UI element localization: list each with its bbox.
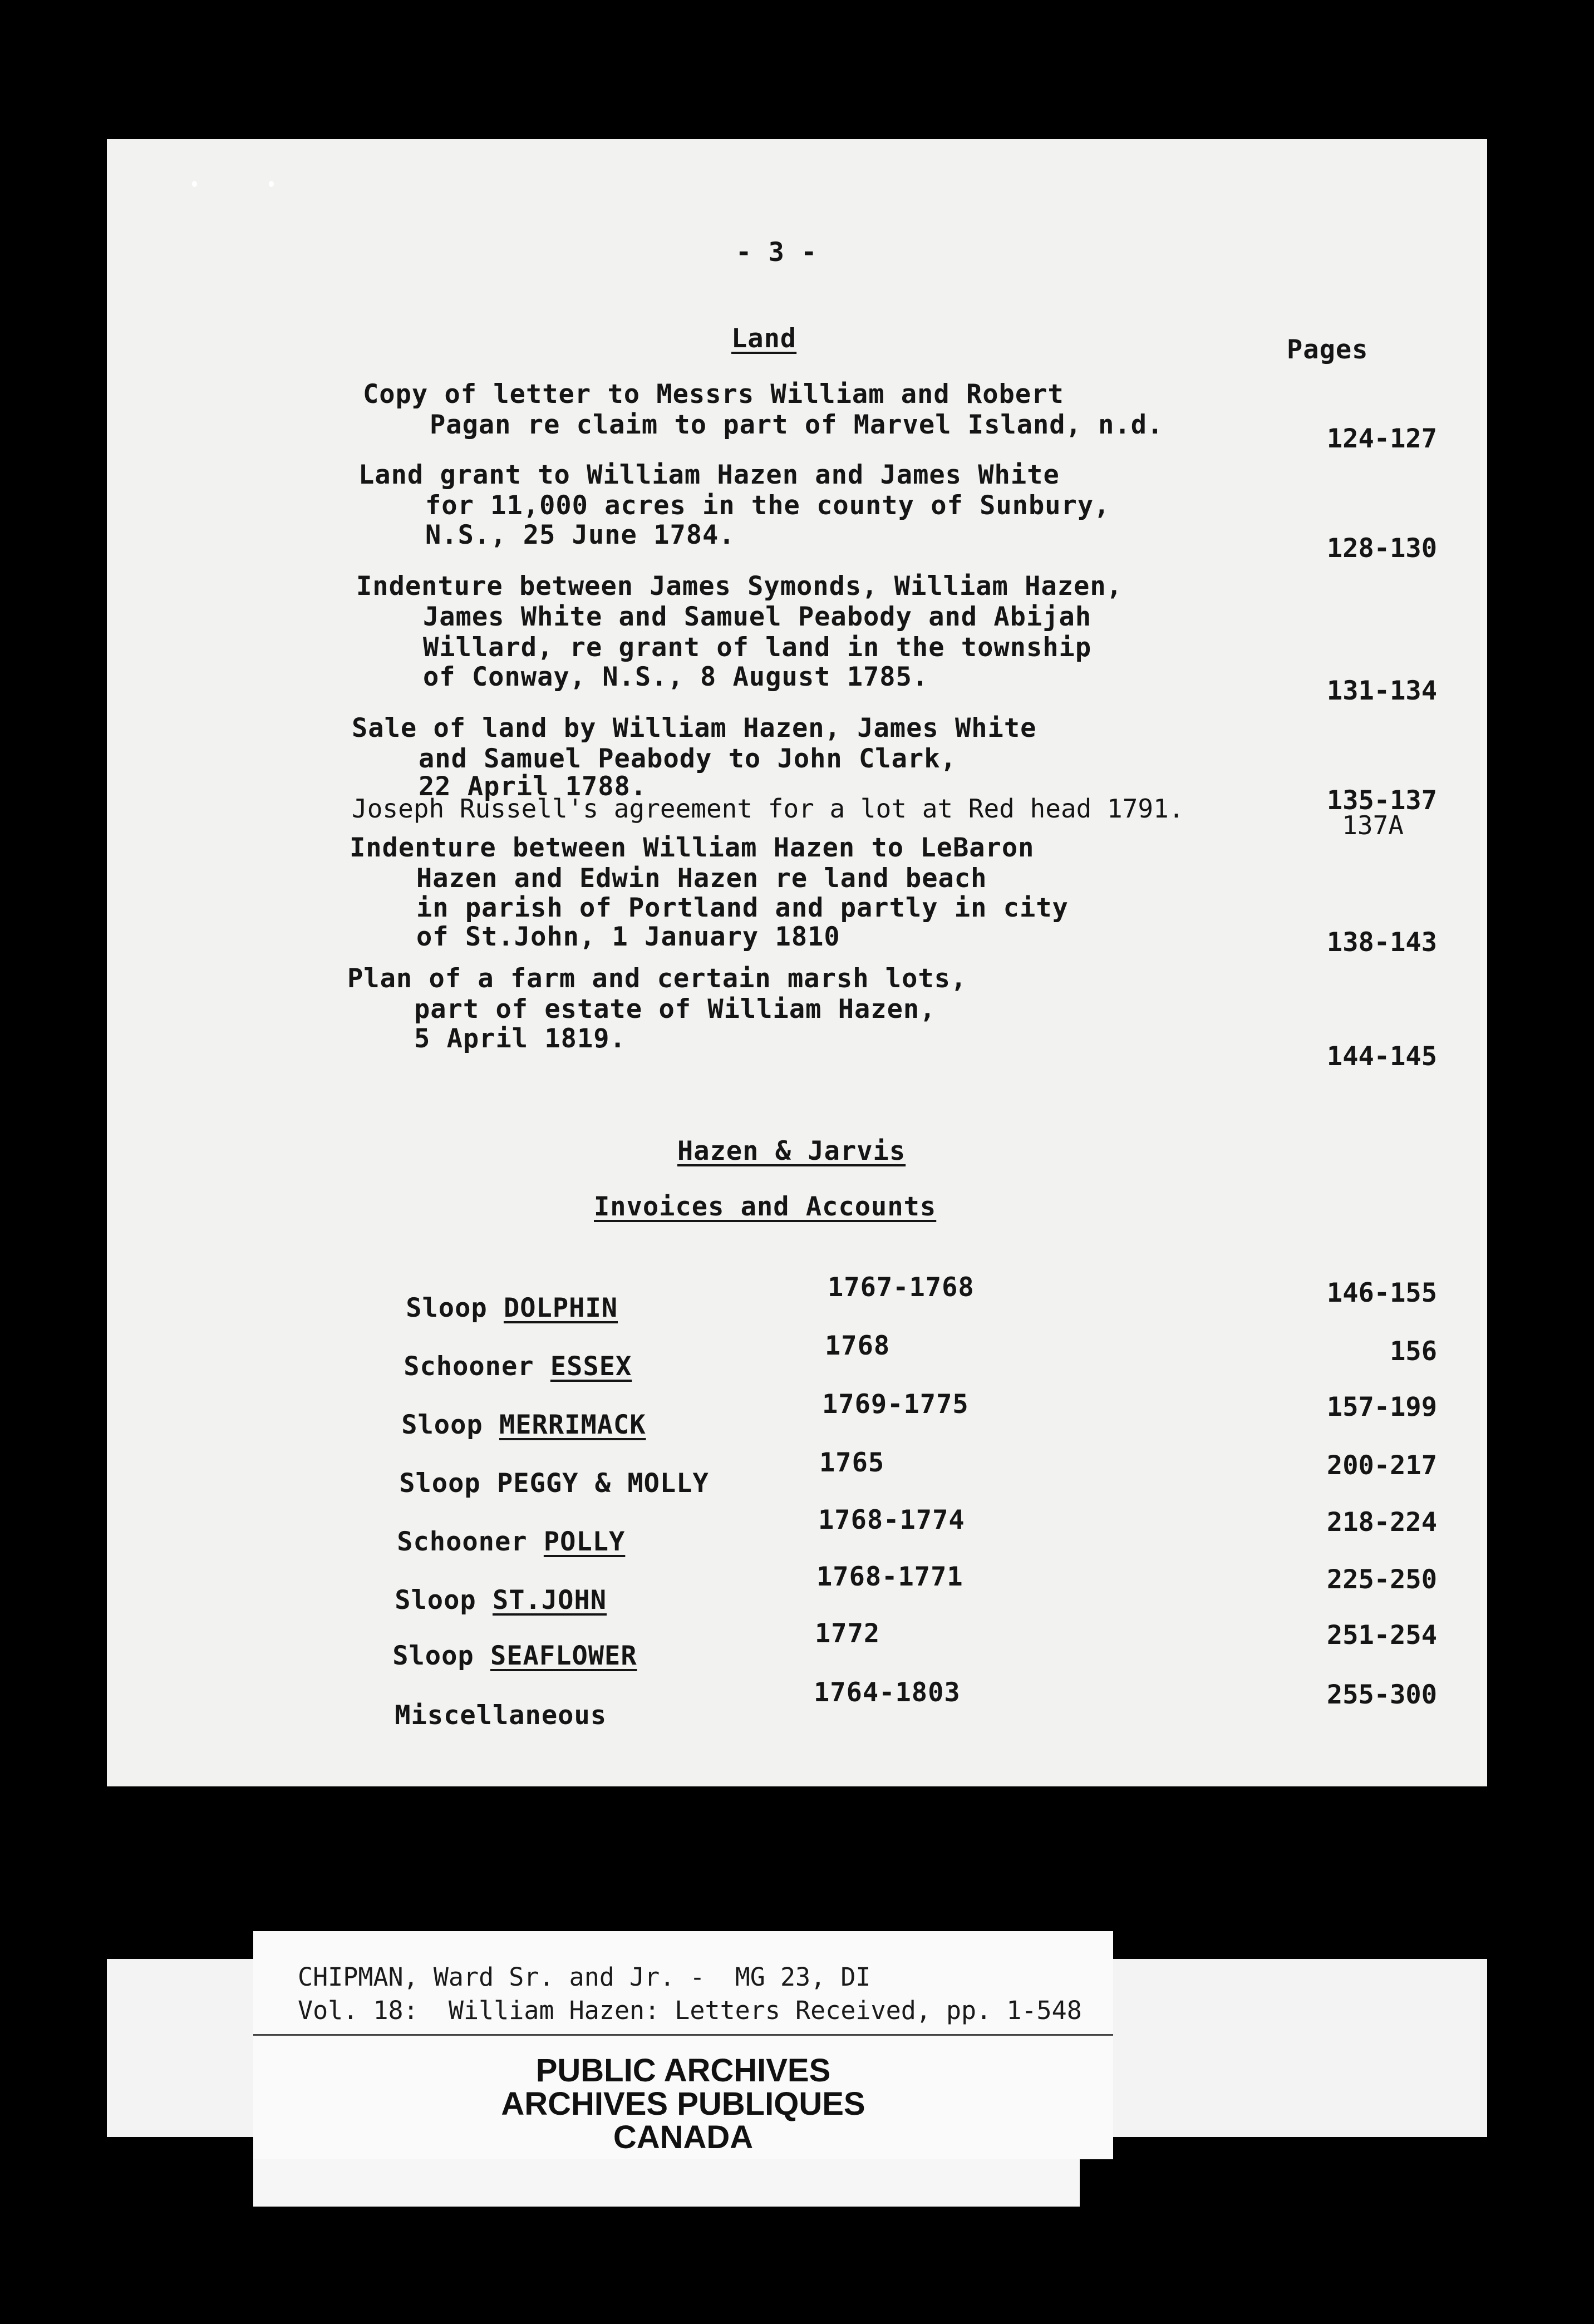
vessel-type: Sloop	[392, 1641, 474, 1671]
vessel-type: Sloop	[395, 1585, 476, 1616]
vessel-name: MERRIMACK	[499, 1410, 646, 1440]
archive-label	[253, 1931, 1113, 2159]
vessel-type: Schooner	[397, 1527, 528, 1557]
land-entry-line: Pagan re claim to part of Marvel Island, n.d.	[430, 410, 1164, 440]
vessel-pages: 157-199	[1326, 1392, 1437, 1422]
land-entry-pages: 144-145	[1326, 1041, 1437, 1072]
vessel-name: SEAFLOWER	[490, 1641, 637, 1671]
document-page	[107, 139, 1487, 1786]
vessel-years: 1768	[825, 1331, 891, 1361]
label-collection-line: CHIPMAN, Ward Sr. and Jr. - MG 23, DI	[298, 1962, 871, 1992]
land-entry-pages: 131-134	[1326, 676, 1437, 706]
vessel-type: Sloop	[401, 1410, 483, 1440]
land-entry-pages: 135-137	[1326, 785, 1437, 816]
land-entry-line: Land grant to William Hazen and James White	[358, 460, 1060, 490]
vessel-name: ST.JOHN	[492, 1585, 607, 1616]
vessel-type: Sloop	[406, 1293, 488, 1323]
vessel-pages: 255-300	[1326, 1680, 1437, 1710]
land-entry-line: Willard, re grant of land in the township	[423, 632, 1092, 663]
land-entry-pages: 124-127	[1326, 424, 1437, 454]
land-entry-line: Indenture between James Symonds, William Hazen,	[356, 571, 1123, 602]
land-entry-pages: 137A	[1342, 810, 1404, 840]
land-entry-line: N.S., 25 June 1784.	[425, 520, 735, 550]
invoices-accounts-heading: Invoices and Accounts	[594, 1191, 937, 1222]
vessel-years: 1769-1775	[822, 1389, 969, 1420]
land-entry-pages: 138-143	[1326, 927, 1437, 958]
vessel-pages: 200-217	[1326, 1450, 1437, 1481]
land-heading: Land	[731, 323, 797, 354]
land-entry-line: Hazen and Edwin Hazen re land beach	[416, 863, 987, 894]
vessel-name: Miscellaneous	[395, 1700, 607, 1731]
stamp-line-1: PUBLIC ARCHIVES	[535, 2052, 831, 2089]
vessel-name: POLLY	[543, 1527, 626, 1557]
vessel-pages: 146-155	[1326, 1278, 1437, 1308]
vessel-years: 1768-1771	[816, 1562, 963, 1592]
vessel-type: Sloop	[399, 1468, 481, 1499]
land-entry-line: Joseph Russell's agreement for a lot at Red head 1791.	[352, 794, 1184, 824]
pages-column-header: Pages	[1287, 334, 1369, 365]
film-speck	[269, 181, 274, 187]
land-entry-line: and Samuel Peabody to John Clark,	[419, 744, 957, 774]
stamp-line-3: CANADA	[613, 2119, 754, 2155]
land-entry-line: part of estate of William Hazen,	[414, 994, 936, 1025]
land-entry-line: for 11,000 acres in the county of Sunbury,	[425, 490, 1110, 521]
land-entry-line: of St.John, 1 January 1810	[416, 922, 840, 952]
vessel-pages: 225-250	[1326, 1564, 1437, 1595]
land-entry-line: 22 April 1788.	[419, 771, 647, 802]
page-number: - 3 -	[736, 237, 818, 268]
vessel-row	[329, 1676, 607, 1755]
land-entry-line: in parish of Portland and partly in city	[416, 893, 1069, 923]
vessel-pages: 156	[1390, 1336, 1437, 1367]
vessel-years: 1767-1768	[828, 1272, 975, 1303]
vessel-pages: 218-224	[1326, 1507, 1437, 1538]
label-divider	[253, 2034, 1113, 2036]
land-entry-pages: 128-130	[1326, 533, 1437, 564]
land-entry-line: Plan of a farm and certain marsh lots,	[347, 963, 967, 994]
land-entry-line: James White and Samuel Peabody and Abijah	[423, 602, 1092, 632]
land-entry-line: Indenture between William Hazen to LeBaron	[350, 833, 1035, 863]
vessel-years: 1764-1803	[814, 1677, 961, 1708]
stamp-line-2: ARCHIVES PUBLIQUES	[501, 2086, 865, 2122]
hazen-jarvis-heading: Hazen & Jarvis	[677, 1136, 906, 1166]
vessel-years: 1765	[819, 1447, 885, 1478]
film-speck	[192, 181, 197, 187]
vessel-name: DOLPHIN	[503, 1293, 618, 1323]
vessel-type: Schooner	[404, 1351, 534, 1382]
label-volume-line: Vol. 18: William Hazen: Letters Received, pp. 1-548	[298, 1996, 1082, 2025]
vessel-years: 1772	[815, 1618, 880, 1649]
vessel-name: ESSEX	[550, 1351, 632, 1382]
vessel-name: PEGGY & MOLLY	[496, 1468, 709, 1499]
vessel-years: 1768-1774	[818, 1505, 965, 1535]
land-entry-line: of Conway, N.S., 8 August 1785.	[423, 662, 929, 692]
vessel-pages: 251-254	[1326, 1620, 1437, 1651]
land-entry-line: Copy of letter to Messrs William and Robert	[363, 379, 1064, 410]
land-entry-line: Sale of land by William Hazen, James White	[352, 713, 1037, 744]
land-entry-line: 5 April 1819.	[414, 1023, 626, 1054]
